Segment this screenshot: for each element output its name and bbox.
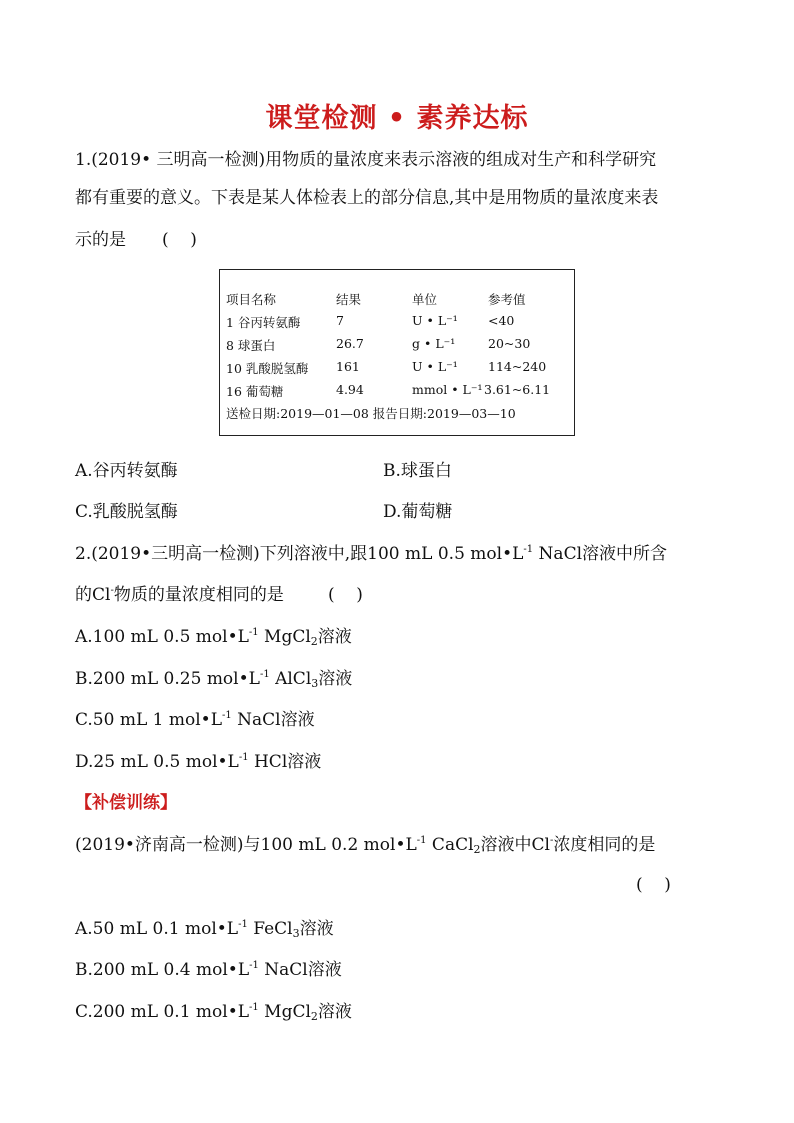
- table-row: [226, 382, 572, 402]
- table-header-cell: 结果: [336, 292, 362, 307]
- report-dates: 送检日期:2019—01—08 报告日期:2019—03—10: [226, 406, 516, 421]
- superscript: -1: [249, 960, 259, 971]
- q2-answer-bracket: ( ): [328, 585, 363, 605]
- table-row: [226, 313, 572, 333]
- table-cell: <40: [488, 313, 515, 328]
- q1-answer-bracket: ( ): [162, 230, 197, 250]
- q2-stem-line2: [75, 583, 363, 607]
- superscript: -: [549, 835, 554, 846]
- q2-option-c: [75, 708, 315, 732]
- supplement-stem-line1: [75, 833, 655, 857]
- subscript: 2: [310, 635, 318, 648]
- option-text: AlCl: [269, 669, 312, 689]
- superscript: -1: [523, 544, 534, 555]
- table-row: [226, 359, 572, 379]
- option-text: A.50 mL 0.1 mol•L: [75, 919, 239, 939]
- table-cell: 4.94: [336, 382, 364, 397]
- subscript: 3: [311, 677, 319, 690]
- q1-option-d: D.葡萄糖: [383, 502, 453, 522]
- supplement-option-a: [75, 917, 334, 941]
- lab-report-table: [219, 269, 575, 436]
- subscript: 2: [473, 843, 481, 856]
- table-cell: 8 球蛋白: [226, 338, 276, 353]
- option-text: MgCl: [258, 1002, 311, 1022]
- table-cell: 16 葡萄糖: [226, 384, 284, 399]
- q2-option-a: [75, 625, 352, 649]
- option-text: 溶液: [318, 669, 353, 689]
- table-cell: 3.61~6.11: [484, 382, 551, 397]
- supplement-stem-text: 浓度相同的是: [553, 835, 656, 855]
- table-cell: 10 乳酸脱氢酶: [226, 361, 309, 376]
- option-text: 溶液: [317, 627, 352, 647]
- table-cell: 26.7: [336, 336, 364, 351]
- q2-stem-line1: [75, 542, 667, 566]
- q1-stem-text: 示的是: [75, 230, 126, 250]
- subscript: 2: [310, 1010, 318, 1023]
- supplement-option-b: [75, 958, 342, 982]
- supplement-option-c: [75, 1000, 352, 1024]
- option-text: C.200 mL 0.1 mol•L: [75, 1002, 250, 1022]
- option-text: 溶液: [317, 1002, 352, 1022]
- superscript: -1: [248, 627, 259, 638]
- q2-stem-text: 物质的量浓度相同的是: [113, 585, 284, 605]
- table-cell: U • L⁻¹: [412, 359, 458, 374]
- table-cell: 20~30: [488, 336, 531, 351]
- table-row: [226, 336, 572, 356]
- table-cell: 7: [336, 313, 344, 328]
- option-text: FeCl: [247, 919, 293, 939]
- table-header-cell: 参考值: [488, 292, 526, 307]
- table-cell: g • L⁻¹: [412, 336, 456, 351]
- table-cell: U • L⁻¹: [412, 313, 458, 328]
- q1-stem-line1: 1.(2019• 三明高一检测)用物质的量浓度来表示溶液的组成对生产和科学研究: [75, 150, 657, 170]
- option-text: B.200 mL 0.25 mol•L: [75, 669, 260, 689]
- table-cell: 161: [336, 359, 360, 374]
- option-text: 溶液: [299, 919, 334, 939]
- table-cell: 114~240: [488, 359, 547, 374]
- superscript: -1: [416, 835, 427, 846]
- q2-stem-text: NaCl溶液中所含: [533, 544, 668, 564]
- q1-stem-line3: [75, 228, 197, 252]
- option-text: HCl溶液: [248, 752, 322, 772]
- q2-stem-text: 2.(2019•三明高一检测)下列溶液中,跟100 mL 0.5 mol•L: [75, 544, 524, 564]
- q2-option-b: [75, 667, 352, 691]
- superscript: -1: [221, 710, 232, 721]
- q2-option-d: [75, 750, 321, 774]
- supplement-heading: 【补偿训练】: [75, 793, 177, 813]
- option-text: MgCl: [258, 627, 311, 647]
- option-text: D.25 mL 0.5 mol•L: [75, 752, 239, 772]
- superscript: -1: [238, 752, 249, 763]
- option-text: A.100 mL 0.5 mol•L: [75, 627, 249, 647]
- table-cell: mmol • L⁻¹: [412, 382, 483, 397]
- table-header-cell: 单位: [412, 292, 438, 307]
- q1-option-a: A.谷丙转氨酶: [75, 461, 178, 481]
- subscript: 3: [292, 927, 300, 940]
- q1-option-c: C.乳酸脱氢酶: [75, 502, 178, 522]
- superscript: -1: [259, 669, 270, 680]
- table-header-row: [226, 290, 572, 310]
- q1-option-b: B.球蛋白: [383, 461, 452, 481]
- table-header-cell: 项目名称: [226, 292, 277, 307]
- option-text: NaCl溶液: [258, 960, 342, 980]
- option-text: NaCl溶液: [231, 710, 315, 730]
- option-text: C.50 mL 1 mol•L: [75, 710, 222, 730]
- supplement-answer-bracket: ( ): [636, 875, 671, 895]
- q1-stem-line2: 都有重要的意义。下表是某人体检表上的部分信息,其中是用物质的量浓度来表: [75, 188, 659, 208]
- q2-stem-text: 的Cl: [75, 585, 111, 605]
- superscript: -1: [249, 1002, 259, 1013]
- table-cell: 1 谷丙转氨酶: [226, 315, 301, 330]
- supplement-stem-text: 溶液中Cl: [480, 835, 550, 855]
- supplement-stem-text: (2019•济南高一检测)与100 mL 0.2 mol•L: [75, 835, 417, 855]
- option-text: B.200 mL 0.4 mol•L: [75, 960, 250, 980]
- supplement-stem-text: CaCl: [426, 835, 474, 855]
- superscript: -: [110, 585, 114, 596]
- page-title: 课堂检测 • 素养达标: [265, 103, 529, 134]
- superscript: -1: [238, 919, 248, 930]
